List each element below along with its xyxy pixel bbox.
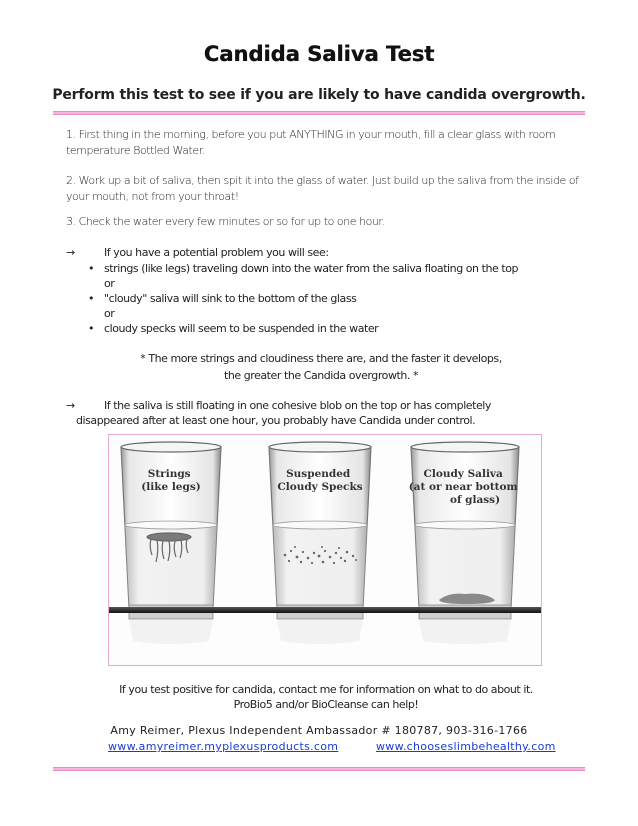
list-item bbox=[88, 261, 588, 276]
bullet-icon: • bbox=[88, 292, 95, 305]
glass-reflections bbox=[129, 619, 511, 644]
list-item-text: "cloudy" saliva will sink to the bottom of the glass bbox=[104, 292, 357, 305]
step-1-text: 1. First thing in the morning, before you put ANYTHING in your mouth, fill a clear glass with room temperature Bottled Water. bbox=[66, 128, 556, 157]
note-line-1: * The more strings and cloudiness there are, and the faster it develops, bbox=[140, 352, 502, 365]
problem-intro bbox=[66, 245, 586, 261]
footer-links bbox=[0, 740, 638, 756]
saliva-test-figure bbox=[108, 434, 542, 666]
page-subtitle: Perform this test to see if you are likely to have candida overgrowth. bbox=[52, 87, 586, 103]
link-amyreimer[interactable]: www.amyreimer.myplexusproducts.com bbox=[108, 740, 339, 753]
label-line: Suspended bbox=[286, 468, 351, 480]
note-line-2: the greater the Candida overgrowth. * bbox=[223, 369, 419, 382]
list-item-text: strings (like legs) traveling down into the water from the saliva floating on the top bbox=[104, 262, 519, 275]
glasses-illustration bbox=[109, 435, 541, 665]
list-item-text: cloudy specks will seem to be suspended in the water bbox=[104, 322, 379, 335]
step-3-text: 3. Check the water every few minutes or so for up to one hour. bbox=[66, 215, 385, 228]
problem-intro-text: If you have a potential problem you will see: bbox=[104, 246, 329, 259]
bottom-divider bbox=[53, 767, 585, 771]
or-label: or bbox=[104, 277, 115, 290]
label-line: of glass) bbox=[449, 494, 501, 506]
symptom-list bbox=[88, 261, 588, 336]
step-2-text: 2. Work up a bit of saliva, then spit it into the glass of water. Just build up the saliva from the inside of your mouth, not from your throat! bbox=[66, 174, 579, 203]
list-item bbox=[88, 321, 588, 336]
label-line: (like legs) bbox=[141, 481, 201, 493]
label-line: Strings bbox=[147, 468, 191, 480]
bullet-icon: • bbox=[88, 322, 95, 335]
list-item bbox=[88, 291, 588, 306]
label-line: Cloudy Specks bbox=[277, 481, 363, 493]
control-line-1: If the saliva is still floating in one cohesive blob on the top or has completely bbox=[104, 399, 491, 412]
label-line: (at or near bottom bbox=[408, 481, 518, 493]
contact-line-1: If you test positive for candida, contact me for information on what to do about it. bbox=[119, 683, 533, 696]
control-line-2: disappeared after at least one hour, you probably have Candida under control. bbox=[76, 414, 476, 427]
label-specks bbox=[277, 468, 362, 493]
signature-line: Amy Reimer, Plexus Independent Ambassador # 180787, 903-316-1766 bbox=[110, 724, 528, 737]
shelf-bar bbox=[109, 607, 541, 613]
top-divider bbox=[53, 111, 585, 115]
arrow-icon: → bbox=[66, 399, 75, 412]
arrow-icon: → bbox=[66, 246, 75, 259]
or-label: or bbox=[104, 307, 115, 320]
label-strings bbox=[141, 468, 200, 493]
control-paragraph bbox=[66, 398, 586, 414]
bullet-icon: • bbox=[88, 262, 95, 275]
link-chooseslimbehealthy[interactable]: www.chooseslimbehealthy.com bbox=[376, 740, 556, 753]
contact-line-2: ProBio5 and/or BioCleanse can help! bbox=[233, 698, 419, 711]
page-title: Candida Saliva Test bbox=[203, 42, 435, 66]
label-line: Cloudy Saliva bbox=[423, 468, 503, 480]
